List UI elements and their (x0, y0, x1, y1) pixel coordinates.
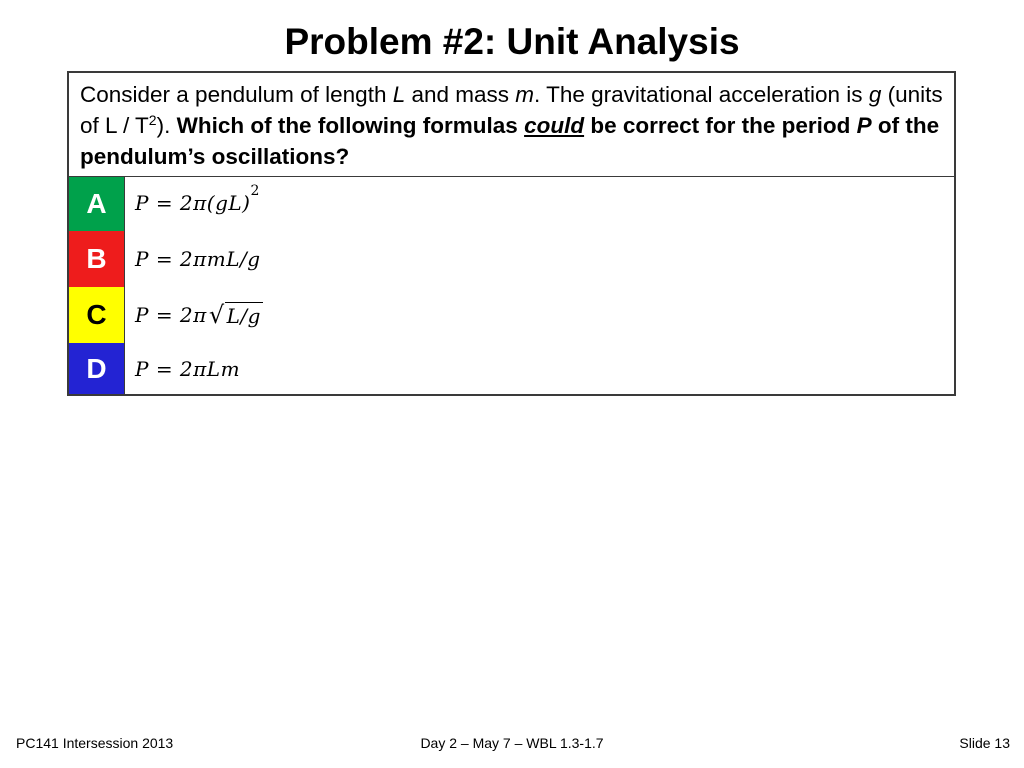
emphasis-could: could (524, 113, 585, 138)
formula-c-prefix: P = 2π (135, 303, 207, 327)
footer-date: Day 2 – May 7 – WBL 1.3-1.7 (420, 735, 604, 751)
sqrt-icon: √ (208, 301, 225, 329)
footer-course: PC141 Intersession 2013 (16, 735, 174, 751)
question-bold3: of the pendulum’s oscillations? (80, 113, 940, 169)
variable-P: P (856, 113, 872, 138)
choice-row-c[interactable] (69, 287, 954, 343)
question-part3: . The gravitational acceleration is (534, 82, 869, 107)
formula-b-main: P = 2πmL/g (135, 247, 261, 271)
choice-formula-b (125, 231, 954, 287)
choice-letter-c[interactable]: C (69, 287, 125, 343)
choice-letter-b[interactable]: B (69, 231, 125, 287)
choice-letter-a[interactable]: A (69, 177, 125, 231)
exponent: 2 (148, 112, 157, 128)
question-part4: (units of L / T (80, 82, 943, 138)
question-bold2: be correct for the period (584, 113, 857, 138)
choice-formula-a: P = 2π(gL) 2 (135, 183, 260, 215)
question-part5: ). (156, 113, 177, 138)
choice-row-a[interactable] (69, 177, 954, 231)
choice-row-b[interactable] (69, 231, 954, 287)
variable-m: m (515, 82, 535, 107)
formula-a-main: P = 2π(gL) (135, 191, 251, 215)
variable-g: g (868, 82, 882, 107)
sqrt-expression (209, 302, 263, 328)
choice-formula-c (125, 287, 954, 343)
question-part2: and mass (405, 82, 516, 107)
question-text (69, 73, 954, 177)
footer-slide-number: Slide 13 (959, 735, 1010, 751)
question-bold1: Which of the following formulas (176, 113, 525, 138)
variable-L: L (392, 82, 406, 107)
question-part1: Consider a pendulum of length (80, 82, 393, 107)
formula-d-main: P = 2πLm (135, 356, 241, 381)
slide-title: Problem #2: Unit Analysis (284, 21, 740, 62)
sqrt-content: L/g (226, 304, 261, 328)
choice-row-d[interactable] (69, 343, 954, 394)
choice-formula-d (125, 343, 954, 394)
problem-table (67, 71, 956, 396)
choice-letter-d[interactable]: D (69, 343, 125, 394)
